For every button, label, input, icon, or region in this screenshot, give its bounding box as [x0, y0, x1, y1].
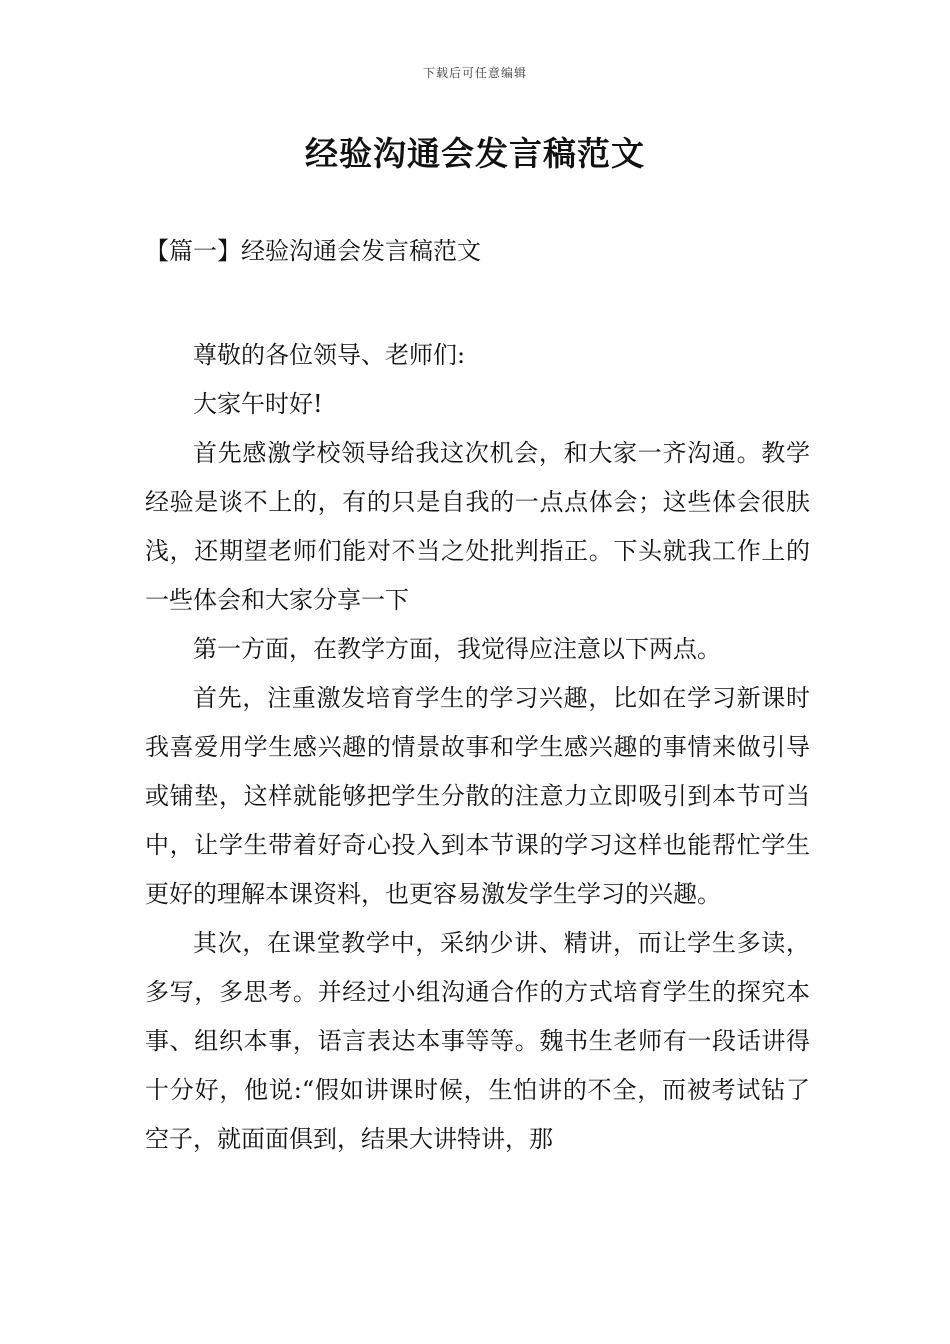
- section-heading: 【篇一】经验沟通会发言稿范文: [145, 237, 481, 265]
- salutation-paragraph: 尊敬的各位领导、老师们:: [193, 341, 466, 369]
- document-title: 经验沟通会发言稿范文: [305, 134, 645, 173]
- body-text: [145, 331, 810, 1164]
- header-note: 下载后可任意编辑: [422, 66, 527, 80]
- first-aspect-paragraph: 第一方面，在教学方面，我觉得应注意以下两点。: [193, 635, 721, 663]
- classroom-paragraph: 其次，在课堂教学中，采纳少讲、精讲，而让学生多读，多写，多思考。并经过小组沟通合作的方式培育学生的探究本事、组织本事，语言表达本事等等。魏书生老师有一段话讲得十分好，他说:“假如讲课时候，生怕讲的不全，而被考试钻了空子，就面面俱到，结果大讲特讲，那: [145, 929, 810, 1153]
- greeting-paragraph: 大家午时好!: [193, 390, 323, 418]
- intro-paragraph: 首先感激学校领导给我这次机会，和大家一齐沟通。教学经验是谈不上的，有的只是自我的一点点体会；这些体会很肤浅，还期望老师们能对不当之处批判指正。下头就我工作上的一些体会和大家分享一下: [145, 439, 810, 614]
- interest-paragraph: 首先，注重激发培育学生的学习兴趣，比如在学习新课时我喜爱用学生感兴趣的情景故事和学生感兴趣的事情来做引导或铺垫，这样就能够把学生分散的注意力立即吸引到本节可当中，让学生带着好奇心投入到本节课的学习这样也能帮忙学生更好的理解本课资料，也更容易激发学生学习的兴趣。: [145, 684, 810, 908]
